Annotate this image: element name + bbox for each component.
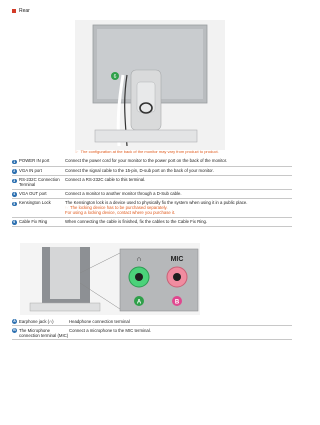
badge-a: A: [136, 299, 142, 306]
warning-text: ☞ The locking device has to be purchased separately.: [65, 205, 168, 210]
number-badge: 2: [13, 169, 16, 173]
monitor-rear-image: [75, 20, 225, 150]
configuration-note: ☞ The configuration at the back of the monitor may vary from product to product.: [75, 149, 219, 154]
port-description: Connect the signal cable to the 15-pin, D-sub port on the back of your monitor.: [65, 167, 214, 173]
table-row: [12, 218, 292, 228]
port-description: When connecting the cable is finished, fix the cables to the Cable Fix Ring.: [65, 218, 208, 224]
number-badge: 3: [13, 178, 16, 183]
port-table: [12, 157, 292, 227]
earphone-jack-label: ∩: [136, 256, 142, 263]
port-description: Connect a RS-232C cable to this terminal.: [65, 177, 146, 182]
number-badge: 6: [13, 220, 16, 224]
svg-text:6: 6: [113, 74, 117, 80]
table-row: [12, 167, 292, 177]
mic-jack-label: MIC: [170, 256, 184, 263]
jack-name: Earphone jack (∩): [19, 318, 54, 324]
port-name: RS-232C Connection Terminal: [19, 177, 60, 187]
table-row: [12, 317, 292, 326]
table-row: [12, 199, 292, 218]
port-description: Connect a monitor to another monitor through a D-Sub cable.: [65, 190, 182, 196]
table-row: [12, 326, 292, 340]
note-icon: ☞: [75, 149, 79, 154]
number-badge: 5: [13, 201, 16, 206]
table-row: [12, 176, 292, 190]
table-row: [12, 190, 292, 200]
port-name: VGA IN port: [19, 167, 42, 173]
number-badge: 4: [13, 192, 16, 196]
jack-badge: B: [13, 327, 16, 332]
warning-text: For using a locking device, contact where you purchase it.: [65, 210, 176, 215]
section-heading: [12, 8, 30, 14]
port-name: Kensington Lock: [19, 200, 51, 205]
port-description: Connect the power cord for your monitor to the power port on the back of the monitor.: [65, 158, 228, 163]
section-bullet-icon: [12, 9, 16, 13]
jack-name: The Microphone connection terminal (MIC): [19, 327, 69, 338]
jack-description: Connect a microphone to the MIC terminal.: [69, 327, 151, 333]
table-row: [12, 157, 292, 167]
badge-b: B: [174, 299, 180, 306]
number-badge: 1: [13, 159, 16, 164]
port-name: Cable Fix Ring: [19, 218, 48, 224]
jack-table: [12, 317, 292, 340]
port-name: VGA OUT port: [19, 190, 47, 196]
jack-badge: A: [13, 318, 16, 323]
port-description: The Kensington lock is a device used to physically fix the system when using it in a public place. ☞ The locking device has to be purchased separately. For using a locking device, contact where you purchase it.: [65, 200, 292, 215]
port-name: POWER IN port: [19, 158, 50, 163]
audio-jacks-image: [20, 243, 200, 315]
jack-description: Headphone connection terminal: [69, 318, 130, 324]
section-title: Rear: [19, 8, 30, 14]
